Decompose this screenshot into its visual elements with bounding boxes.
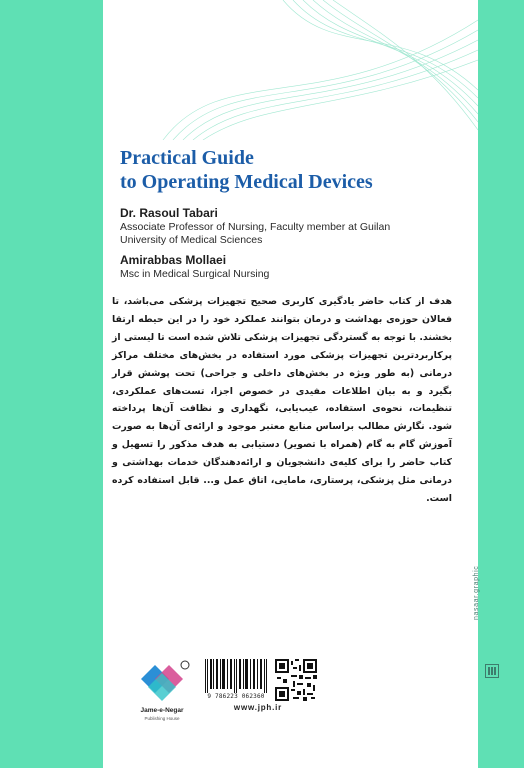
author-description: Msc in Medical Surgical Nursing (120, 268, 270, 280)
publisher-name: Jame-e-Negar (140, 707, 184, 714)
designer-logo-icon (485, 664, 499, 678)
isbn-barcode (203, 659, 269, 693)
publisher-subtitle: Publishing House (144, 716, 180, 721)
decorative-wave-lines (103, 0, 478, 140)
author-name: Amirabbas Mollaei (120, 253, 227, 267)
book-title (120, 146, 373, 194)
isbn-digits: 9 786223 062360 (207, 693, 265, 700)
book-summary: هدف از کتاب حاضر یادگیری کاربری صحیح تجهیزات پزشکی می‌باشد، تا فعالان حوزه‌ی بهداشت و درمان بتوانند عملکرد خود را در این حیطه ارتقا بخشند. با توجه به گستردگی تجهیزات پزشکی تلاش شده است تا لیستی از پرکاربردترین تجهیزات پزشکی مورد استفاده در بخش‌های مختلف مراکز درمانی (به طور ویژه در بخش‌های داخلی و جراحی) تحت پوشش قرار بگیرد و به بیان اطلاعات مفیدی در خصوص اجزا، تست‌های عملکردی، تنظیمات، نحوه‌ی استفاده، عیب‌یابی، نگهداری و نظافت آن‌ها پرداخته شود. نگارش مطالب براساس منابع معتبر موجود و ارائه‌ی آن‌ها به صورت آموزش گام به گام (همراه با تصویر) دستیابی به هدف مذکور را تسهیل و کتاب حاضر را برای کلیه‌ی دانشجویان و ارائه‌دهندگان خدمات بهداشتی و درمانی مثل پزشکی، پرستاری، مامایی، اتاق عمل و... قابل استفاده کرده است. (112, 296, 452, 504)
qr-code (275, 659, 317, 701)
book-title-line2: to Operating Medical Devices (120, 171, 373, 193)
publisher-website: www.jph.ir (233, 703, 283, 712)
right-green-band (478, 0, 524, 768)
author-description-line: Associate Professor of Nursing, Faculty member at Guilan (120, 221, 391, 233)
designer-signature-text: nasaar.graphic (473, 565, 480, 620)
author-description (120, 221, 420, 247)
publisher-logo-icon (135, 657, 193, 707)
author-name: Dr. Rasoul Tabari (120, 206, 218, 220)
author-description-line: University of Medical Sciences (120, 234, 263, 246)
left-green-band (0, 0, 103, 768)
book-title-line1: Practical Guide (120, 147, 254, 169)
